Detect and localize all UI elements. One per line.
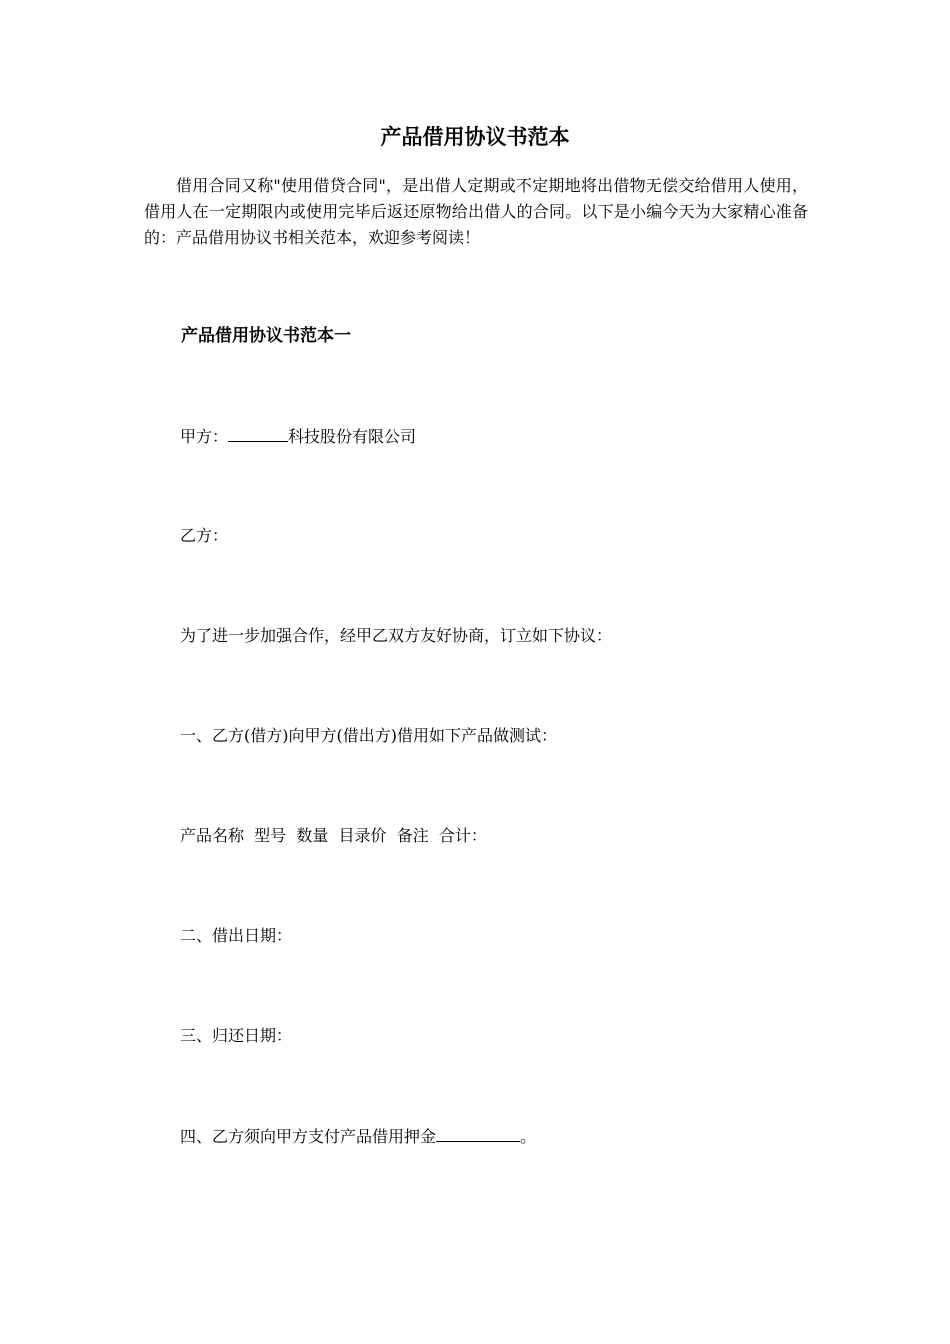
- clause-4-suffix: 。: [520, 1127, 537, 1146]
- clause-3: 三、归还日期：: [180, 1026, 293, 1045]
- party-a-label: 甲方：: [180, 427, 229, 446]
- clause-2: 二、借出日期：: [180, 926, 293, 945]
- party-b-line: 乙方：: [180, 526, 229, 545]
- clause-4: [180, 1123, 536, 1150]
- party-a-suffix: 科技股份有限公司: [288, 427, 417, 446]
- party-a-line: [180, 423, 416, 450]
- document-title: 产品借用协议书范本: [380, 125, 570, 149]
- clause-1: 一、乙方(借方)向甲方(借出方)借用如下产品做测试：: [180, 726, 557, 745]
- preamble-line: 为了进一步加强合作，经甲乙双方友好协商，订立如下协议：: [180, 626, 613, 645]
- section-heading: 产品借用协议书范本一: [181, 326, 351, 346]
- clause-4-prefix: 四、乙方须向甲方支付产品借用押金: [180, 1127, 437, 1146]
- product-columns-line: 产品名称 型号 数量 目录价 备注 合计：: [180, 826, 487, 845]
- party-a-blank: [228, 423, 288, 442]
- deposit-blank: [436, 1123, 520, 1142]
- intro-paragraph: 借用合同又称"使用借贷合同"，是出借人定期或不定期地将出借物无偿交给借用人使用，借用人在一定期限内或使用完毕后返还原物给出借人的合同。以下是小编今天为大家精心准备的：产品借用协议书相关范本，欢迎参考阅读！: [144, 176, 808, 247]
